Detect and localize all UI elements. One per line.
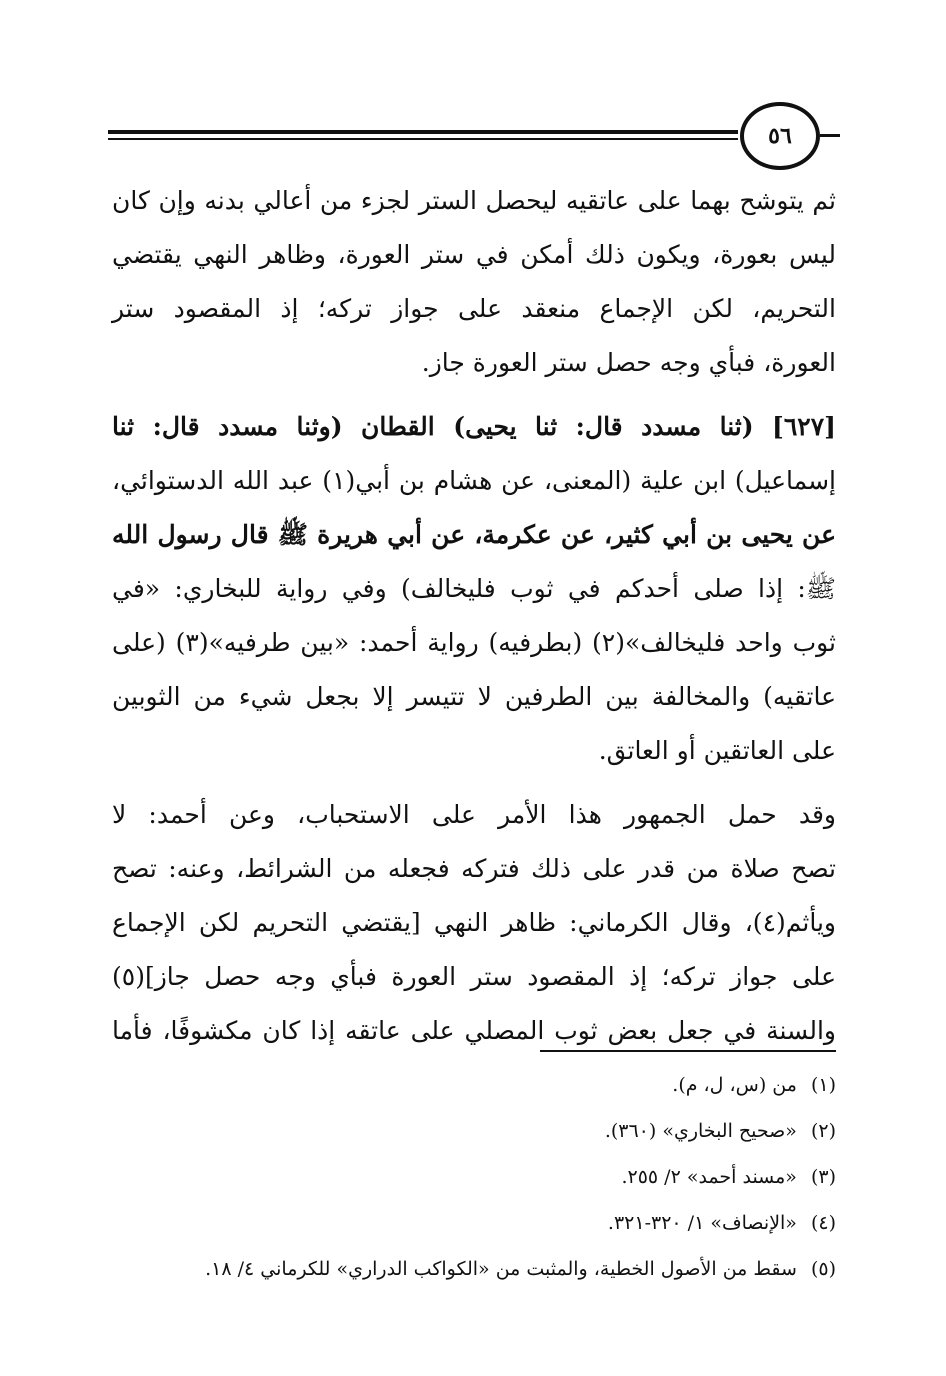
paragraph-2 xyxy=(112,400,836,778)
footnote xyxy=(112,1108,836,1154)
text-line: [٦٢٧] (ثنا مسدد قال: ثنا يحيى) القطان (وثنا مسدد قال: ثنا xyxy=(112,412,836,441)
footnote-number: (٣) xyxy=(810,1166,836,1188)
text-line: على جواز تركه؛ إذ المقصود ستر العورة فبأي وجه حصل جاز](٥) xyxy=(112,962,836,991)
text-line: التحريم، لكن الإجماع منعقد على جواز تركه؛ إذ المقصود ستر xyxy=(112,294,836,323)
header-rule-right xyxy=(820,134,840,137)
footnote-text: «صحيح البخاري» (٣٦٠). xyxy=(604,1120,797,1142)
text-line: تصح صلاة من قدر على ذلك فتركه فجعله من الشرائط، وعنه: تصح xyxy=(112,854,836,883)
footnote xyxy=(112,1154,836,1200)
text-line: إسماعيل) ابن علية (المعنى، عن هشام بن أبي(١) عبد الله الدستوائي، xyxy=(112,466,836,495)
header-rule-thick xyxy=(108,130,738,134)
text-line: وقد حمل الجمهور هذا الأمر على الاستحباب، وعن أحمد: لا xyxy=(112,800,836,829)
text-line: ثوب واحد فليخالف»(٢) (بطرفيه) رواية أحمد: «بين طرفيه»(٣) (على xyxy=(112,628,836,657)
main-text xyxy=(112,174,836,1068)
text-line: عاتقيه) والمخالفة بين الطرفين لا تتيسر إلا بجعل شيء من الثوبين xyxy=(112,682,836,711)
text-line: ثم يتوشح بهما على عاتقيه ليحصل الستر لجزء من أعالي بدنه وإن كان xyxy=(112,186,836,215)
text-line: والسنة في جعل بعض ثوب المصلي على عاتقه إذا كان مكشوفًا، فأما xyxy=(112,1016,836,1045)
footnote-text: سقط من الأصول الخطية، والمثبت من «الكواكب الدراري» للكرماني ٤/ ١٨. xyxy=(205,1258,797,1280)
page-header xyxy=(108,96,838,176)
text-line: العورة، فبأي وجه حصل ستر العورة جاز. xyxy=(421,348,836,377)
footnote-text: «مسند أحمد» ٢/ ٢٥٥. xyxy=(621,1166,797,1188)
footnote xyxy=(112,1062,836,1108)
footnote-number: (١) xyxy=(810,1074,836,1096)
paragraph-1 xyxy=(112,174,836,390)
text-line: ليس بعورة، ويكون ذلك أمكن في ستر العورة، وظاهر النهي يقتضي xyxy=(112,240,836,269)
text-line: عن يحيى بن أبي كثير، عن عكرمة، عن أبي هريرة ﷺ قال رسول الله xyxy=(112,520,836,549)
footnotes xyxy=(112,1062,836,1292)
footnote-number: (٤) xyxy=(810,1212,836,1234)
paragraph-3 xyxy=(112,788,836,1058)
text-line: ويأثم(٤)، وقال الكرماني: ظاهر النهي [يقتضي التحريم لكن الإجماع xyxy=(112,908,836,937)
footnote-separator xyxy=(540,1050,836,1052)
footnote-number: (٥) xyxy=(810,1258,836,1280)
footnote-number: (٢) xyxy=(810,1120,836,1142)
footnote-text: «الإنصاف» ١/ ٣٢٠-٣٢١. xyxy=(607,1212,797,1234)
footnote-text: من (س، ل، م). xyxy=(672,1074,797,1096)
page-number: ٥٦ xyxy=(740,102,820,170)
text-line: ﷺ: إذا صلى أحدكم في ثوب فليخالف) وفي رواية للبخاري: «في xyxy=(112,574,836,603)
footnote xyxy=(112,1200,836,1246)
header-rule-thin xyxy=(108,138,738,140)
text-line: على العاتقين أو العاتق. xyxy=(598,736,836,765)
footnote xyxy=(112,1246,836,1292)
